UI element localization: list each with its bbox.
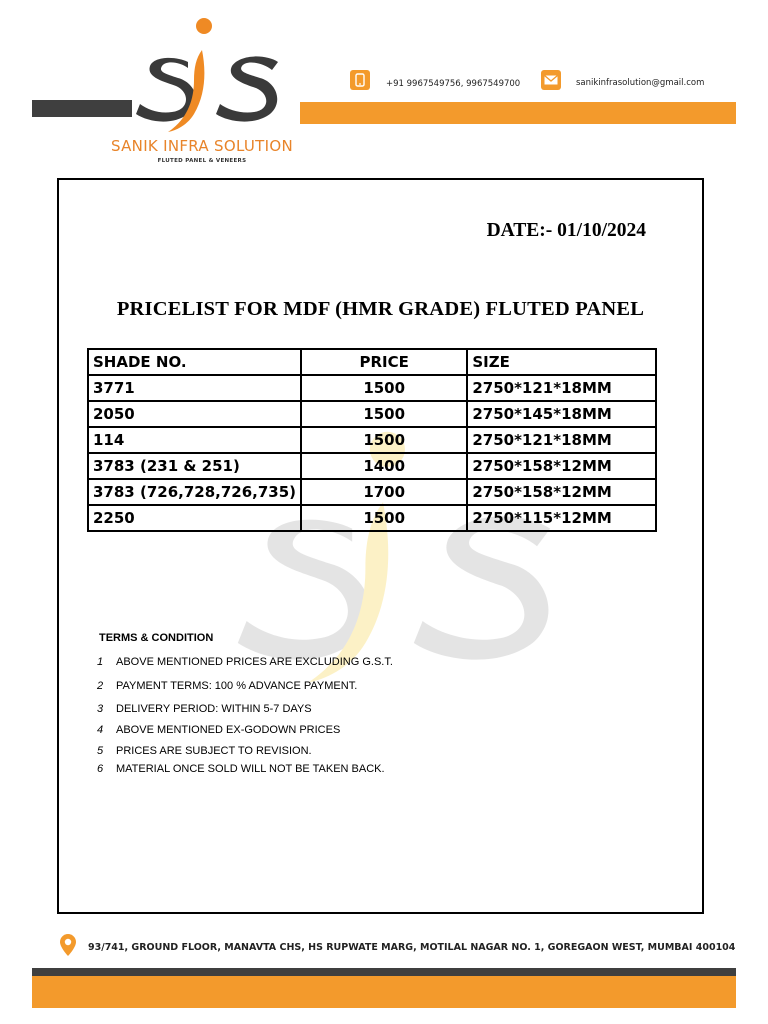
size-cell: 2750*121*18MM (467, 375, 656, 401)
price-table (87, 348, 657, 532)
footer-orange-bar (32, 976, 736, 1008)
column-header-shade: SHADE NO. (88, 349, 301, 375)
term-number: 6 (97, 763, 104, 775)
shade-cell: 2250 (88, 505, 301, 531)
header-dark-bar (32, 100, 132, 117)
list-item (97, 724, 340, 736)
document-date: DATE:- 01/10/2024 (486, 220, 646, 241)
shade-cell: 2050 (88, 401, 301, 427)
term-text: DELIVERY PERIOD: WITHIN 5-7 DAYS (116, 703, 312, 715)
shade-cell: 3783 (231 & 251) (88, 453, 301, 479)
list-item (97, 703, 312, 715)
shade-cell: 114 (88, 427, 301, 453)
document-title: PRICELIST FOR MDF (HMR GRADE) FLUTED PANEL (116, 298, 645, 320)
column-header-size: SIZE (467, 349, 656, 375)
location-pin-icon (60, 934, 76, 956)
size-cell: 2750*158*12MM (467, 479, 656, 505)
table-row (88, 479, 656, 505)
term-number: 5 (97, 745, 104, 757)
price-cell: 1700 (301, 479, 467, 505)
table-row (88, 427, 656, 453)
term-text: PAYMENT TERMS: 100 % ADVANCE PAYMENT. (116, 680, 358, 692)
company-tagline: FLUTED PANEL & VENEERS (157, 158, 247, 164)
pricelist-box (57, 178, 704, 914)
term-number: 2 (97, 680, 104, 692)
price-cell: 1500 (301, 375, 467, 401)
term-number: 1 (97, 656, 104, 668)
price-cell: 1500 (301, 427, 467, 453)
list-item (97, 763, 385, 775)
table-header-row (88, 349, 656, 375)
price-cell: 1500 (301, 505, 467, 531)
size-cell: 2750*115*12MM (467, 505, 656, 531)
phone-icon (350, 70, 370, 90)
list-item (97, 656, 393, 668)
terms-title: TERMS & CONDITION (99, 632, 214, 644)
phone-numbers: +91 9967549756, 9967549700 (386, 79, 521, 89)
term-text: MATERIAL ONCE SOLD WILL NOT BE TAKEN BACK. (116, 763, 385, 775)
list-item (97, 745, 312, 757)
email-icon (541, 70, 561, 90)
price-cell: 1500 (301, 401, 467, 427)
table-row (88, 375, 656, 401)
company-name: SANIK INFRA SOLUTION (111, 137, 293, 155)
term-text: ABOVE MENTIONED PRICES ARE EXCLUDING G.S.T. (116, 656, 393, 668)
email-address[interactable]: sanikinfrasolution@gmail.com (576, 78, 705, 88)
shade-cell: 3771 (88, 375, 301, 401)
term-number: 4 (97, 724, 104, 736)
column-header-price: PRICE (301, 349, 467, 375)
list-item (97, 680, 357, 692)
shade-cell: 3783 (726,728,726,735) (88, 479, 301, 505)
term-text: ABOVE MENTIONED EX-GODOWN PRICES (116, 724, 341, 736)
company-address: 93/741, GROUND FLOOR, MANAVTA CHS, HS RUPWATE MARG, MOTILAL NAGAR NO. 1, GOREGAON WEST, MUMBAI 400104 (88, 942, 736, 953)
size-cell: 2750*145*18MM (467, 401, 656, 427)
table-row (88, 401, 656, 427)
table-row (88, 505, 656, 531)
header-orange-bar (300, 102, 736, 124)
term-text: PRICES ARE SUBJECT TO REVISION. (116, 745, 312, 757)
size-cell: 2750*158*12MM (467, 453, 656, 479)
price-cell: 1400 (301, 453, 467, 479)
company-logo (132, 10, 282, 138)
term-number: 3 (97, 703, 104, 715)
size-cell: 2750*121*18MM (467, 427, 656, 453)
table-row (88, 453, 656, 479)
footer-dark-bar (32, 968, 736, 976)
